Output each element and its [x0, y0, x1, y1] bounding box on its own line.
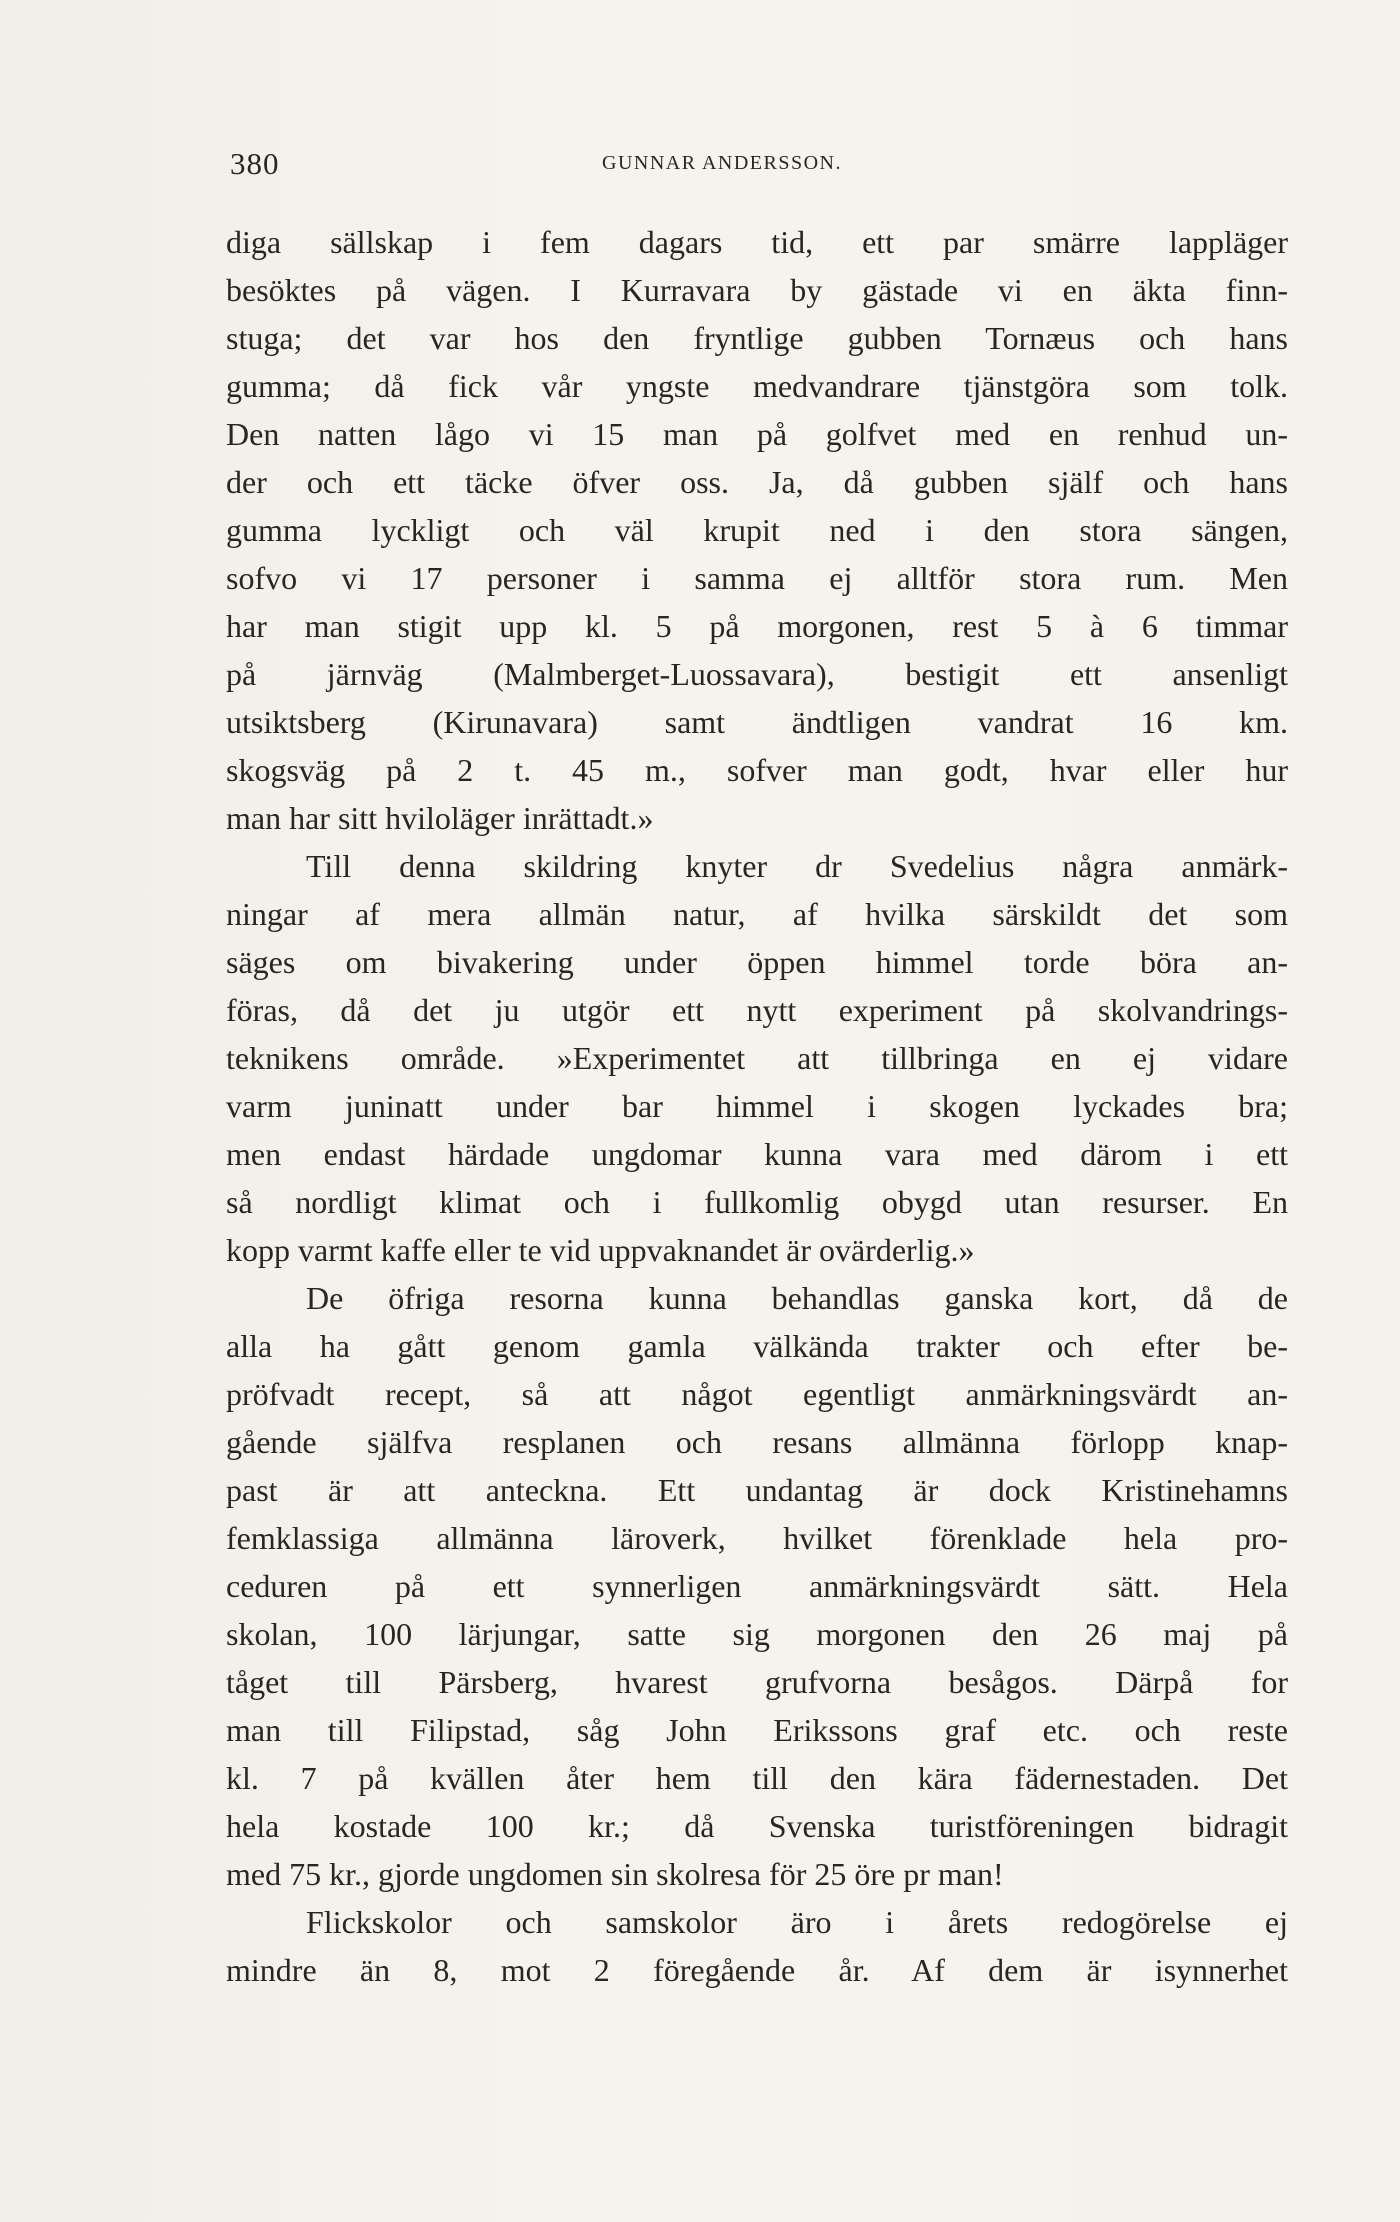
running-head: GUNNAR ANDERSSON.	[602, 152, 842, 174]
text-line: så nordligt klimat och i fullkomlig obygd utan resurser. En	[226, 1184, 1288, 1220]
text-line: gående själfva resplanen och resans allmänna förlopp knap-	[226, 1424, 1288, 1460]
text-line: kopp varmt kaffe eller te vid uppvaknandet är ovärderlig.»	[226, 1232, 975, 1268]
text-line: femklassiga allmänna läroverk, hvilket förenklade hela pro-	[226, 1520, 1288, 1556]
text-line: varm juninatt under bar himmel i skogen lyckades bra;	[226, 1088, 1288, 1124]
text-line: mindre än 8, mot 2 föregående år. Af dem är isynnerhet	[226, 1952, 1288, 1988]
text-line: kl. 7 på kvällen åter hem till den kära fädernestaden. Det	[226, 1760, 1288, 1796]
text-line: men endast härdade ungdomar kunna vara med därom i ett	[226, 1136, 1288, 1172]
text-line: pröfvadt recept, så att något egentligt anmärkningsvärdt an-	[226, 1376, 1288, 1412]
body-text	[226, 218, 1288, 1994]
page-number: 380	[230, 146, 280, 181]
text-line: säges om bivakering under öppen himmel torde böra an-	[226, 944, 1288, 980]
text-line: skolan, 100 lärjungar, satte sig morgonen den 26 maj på	[226, 1616, 1288, 1652]
text-line: man till Filipstad, såg John Erikssons graf etc. och reste	[226, 1712, 1288, 1748]
text-line: gumma; då fick vår yngste medvandrare tjänstgöra som tolk.	[226, 368, 1288, 404]
text-line: på järnväg (Malmberget-Luossavara), bestigit ett ansenligt	[226, 656, 1288, 692]
text-line: diga sällskap i fem dagars tid, ett par smärre lappläger	[226, 224, 1288, 260]
text-line: Till denna skildring knyter dr Svedelius några anmärk-	[306, 848, 1288, 884]
text-line: der och ett täcke öfver oss. Ja, då gubben själf och hans	[226, 464, 1288, 500]
text-line: utsiktsberg (Kirunavara) samt ändtligen vandrat 16 km.	[226, 704, 1288, 740]
text-line: föras, då det ju utgör ett nytt experiment på skolvandrings-	[226, 992, 1288, 1028]
text-line: De öfriga resorna kunna behandlas ganska kort, då de	[306, 1280, 1288, 1316]
text-line: skogsväg på 2 t. 45 m., sofver man godt, hvar eller hur	[226, 752, 1288, 788]
text-line: man har sitt hviloläger inrättadt.»	[226, 800, 654, 836]
text-line: sofvo vi 17 personer i samma ej alltför stora rum. Men	[226, 560, 1288, 596]
text-line: Flickskolor och samskolor äro i årets redogörelse ej	[306, 1904, 1288, 1940]
text-line: besöktes på vägen. I Kurravara by gästade vi en äkta finn-	[226, 272, 1288, 308]
text-line: teknikens område. »Experimentet att tillbringa en ej vidare	[226, 1040, 1288, 1076]
page-header	[230, 146, 930, 186]
text-line: tåget till Pärsberg, hvarest grufvorna besågos. Därpå for	[226, 1664, 1288, 1700]
text-line: hela kostade 100 kr.; då Svenska turistföreningen bidragit	[226, 1808, 1288, 1844]
text-line: ningar af mera allmän natur, af hvilka särskildt det som	[226, 896, 1288, 932]
text-line: ceduren på ett synnerligen anmärkningsvärdt sätt. Hela	[226, 1568, 1288, 1604]
text-line: med 75 kr., gjorde ungdomen sin skolresa för 25 öre pr man!	[226, 1856, 1004, 1892]
text-line: Den natten lågo vi 15 man på golfvet med en renhud un-	[226, 416, 1288, 452]
text-line: stuga; det var hos den fryntlige gubben Tornæus och hans	[226, 320, 1288, 356]
text-line: past är att anteckna. Ett undantag är dock Kristinehamns	[226, 1472, 1288, 1508]
text-line: alla ha gått genom gamla välkända trakter och efter be-	[226, 1328, 1288, 1364]
text-line: har man stigit upp kl. 5 på morgonen, rest 5 à 6 timmar	[226, 608, 1288, 644]
text-line: gumma lyckligt och väl krupit ned i den stora sängen,	[226, 512, 1288, 548]
